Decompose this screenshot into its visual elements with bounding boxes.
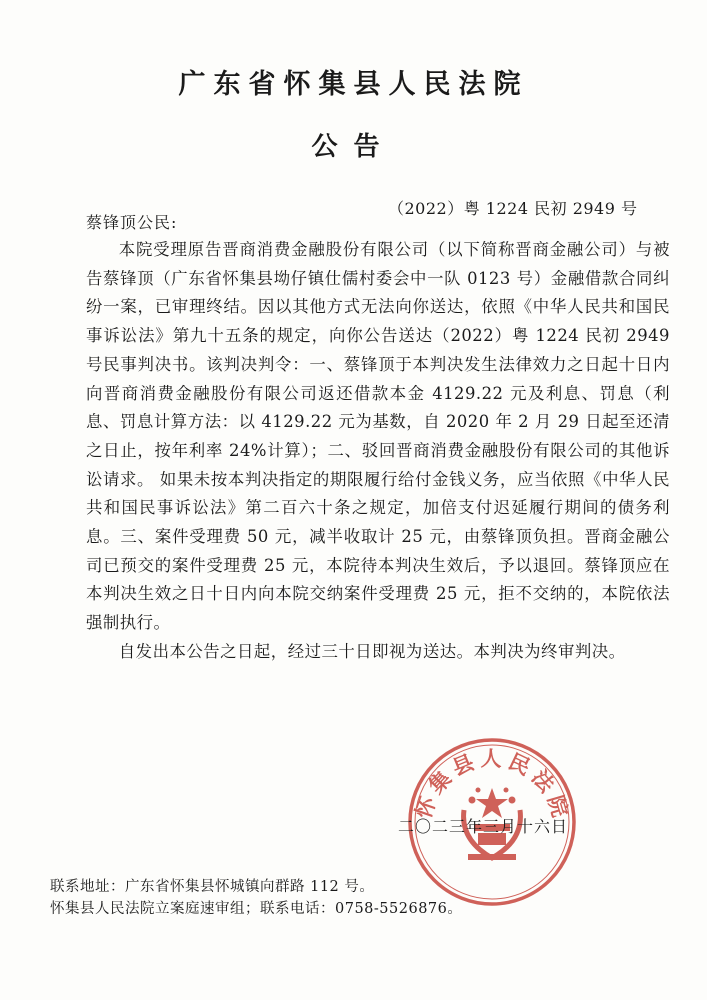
contact-info: [50, 876, 462, 920]
notice-body: [86, 236, 670, 667]
svg-text:怀集县人民法院: 怀集县人民法院: [411, 746, 574, 825]
notice-paragraph-service: 自发出本公告之日起，经过三十日即视为送达。本判决为终审判决。: [118, 641, 626, 661]
contact-address: 联系地址：广东省怀集县怀城镇向群路 112 号。: [50, 879, 375, 895]
court-title: 广东省怀集县人民法院: [178, 69, 529, 100]
contact-phone: 怀集县人民法院立案庭速审组；联系电话：0758-5526876。: [50, 901, 463, 917]
notice-paragraph-judgment: 本院受理原告晋商消费金融股份有限公司（以下简称晋商金融公司）与被告蔡锋顶（广东省怀集县坳仔镇仕儒村委会中一队 0123 号）金融借款合同纠纷一案，已审理终结。因以其他方式无法向你送达，依照《中华人民共和国民事诉讼法》第九十五条的规定，向你公告送达（2022）粤 1224 民初 2949 号民事判决书。该判决判令：一、蔡锋顶于本判决发生法律效力之日起十日内向晋商消费金融股份有限公司返还借款本金 4129.22 元及利息、罚息（利息、罚息计算方法：以 4129.22 元为基数，自 2020 年 2 月 29 日起至还清之日止，按年利率 24%计算）；二、驳回晋商消费金融股份有限公司的其他诉讼请求。 如果未按本判决指定的期限履行给付金钱义务，应当依照《中华人民共和国民事诉讼法》第二百六十条之规定，加倍支付迟延履行期间的债务利息。三、案件受理费 50 元，减半收取计 25 元，由蔡锋顶负担。晋商金融公司已预交的案件受理费 25 元，本院待本判决生效后，予以退回。蔡锋顶应在本判决生效之日十日内向本院交纳案件受理费 25 元，拒不交纳的，本院依法强制执行。: [86, 240, 670, 633]
notice-date: 二〇二三年三月十六日: [398, 817, 569, 836]
case-number: （2022）粤 1224 民初 2949 号: [388, 199, 638, 218]
recipient-salutation: 蔡锋顶公民:: [86, 213, 178, 232]
notice-heading: 公告: [311, 132, 396, 162]
